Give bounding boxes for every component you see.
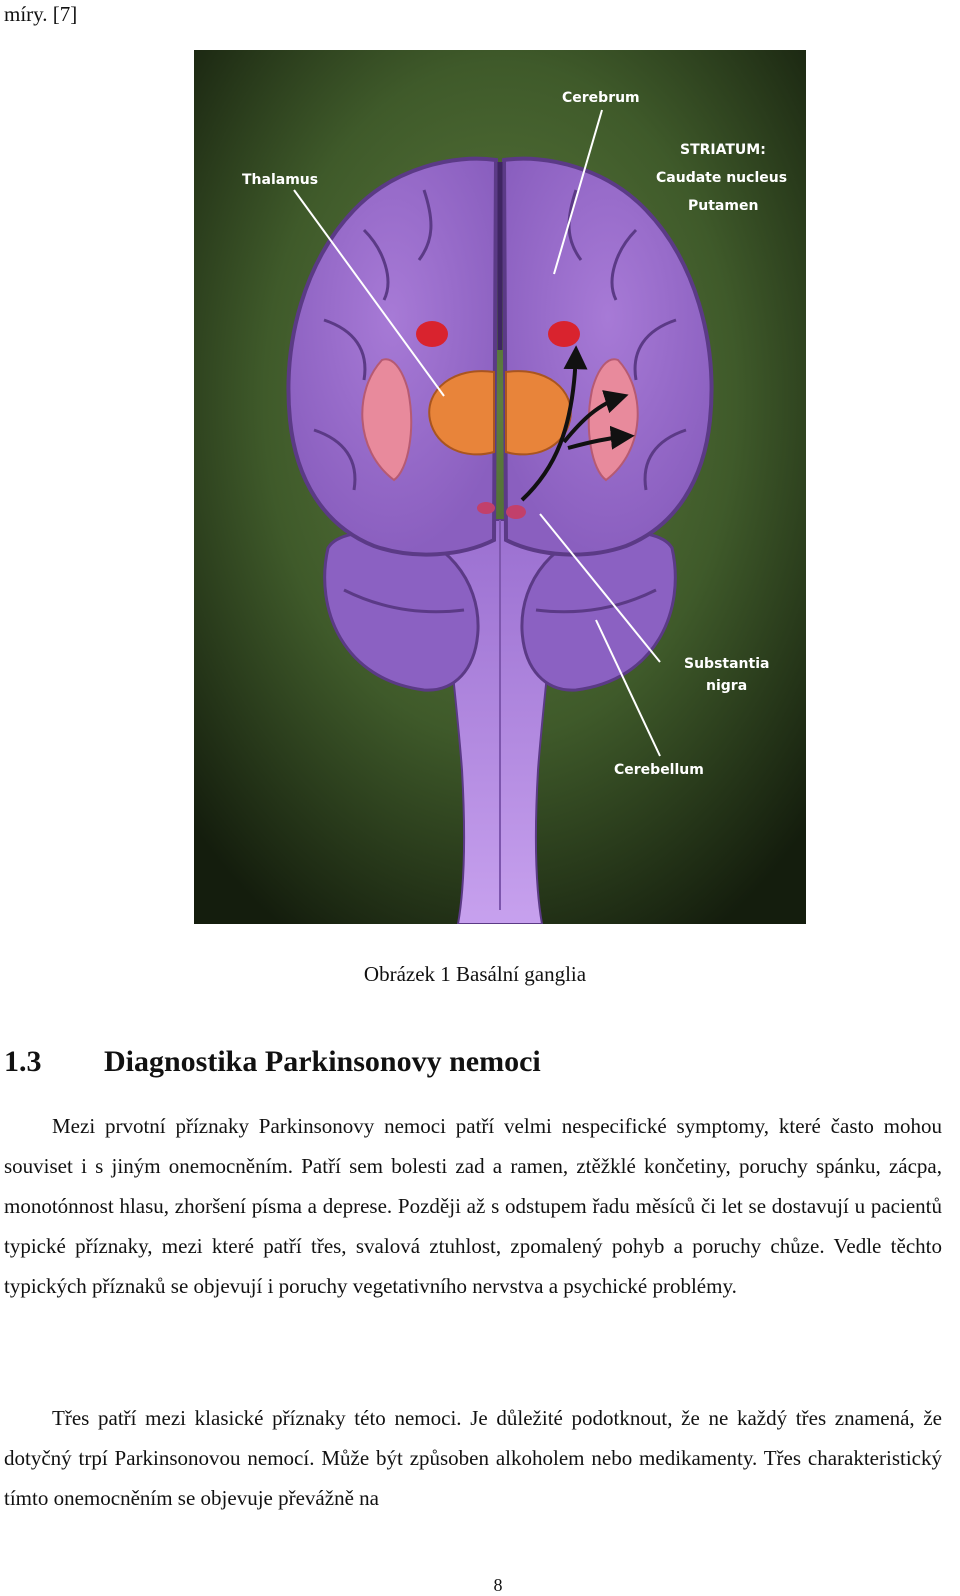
caudate-right xyxy=(548,321,580,347)
figure-caption: Obrázek 1 Basální ganglia xyxy=(363,962,587,986)
paragraph-symptoms: Mezi prvotní příznaky Parkinsonovy nemoci patří velmi nespecifické symptomy, které často mohou souviset i s jiným onemocněním. Patří sem bolesti zad a ramen, ztěžklé končetiny, poruchy spánku, zácpa, monotónnost hlasu, zhoršení písma a deprese. Později až s odstupem řadu měsíců či let se dostavují u pacientů typické příznaky, mezi které patří třes, svalová ztuhlost, zpomalený pohyb a poruchy chůze. Vedle těchto typických příznaků se objevují i poruchy vegetativního nervstva a psychické problémy. xyxy=(4,1114,942,1298)
label-cerebellum: Cerebellum xyxy=(614,762,704,778)
substantia-nigra-right xyxy=(506,505,526,519)
label-nigra: nigra xyxy=(706,678,748,694)
paragraph-tremor: Třes patří mezi klasické příznaky této nemoci. Je důležité podotknout, že ne každý třes znamená, že dotyčný trpí Parkinsonovou nemocí. Může být způsoben alkoholem nebo medikamenty. Třes charakteristický tímto onemocněním se objevuje převážně na xyxy=(4,1406,942,1510)
label-cerebrum: Cerebrum xyxy=(562,90,640,106)
section-number: 1.3 xyxy=(4,1045,42,1078)
caudate-left xyxy=(416,321,448,347)
basal-ganglia-figure xyxy=(194,50,806,924)
label-thalamus: Thalamus xyxy=(242,172,319,188)
section-title: Diagnostika Parkinsonovy nemoci xyxy=(104,1045,541,1078)
label-substantia: Substantia xyxy=(684,656,770,672)
substantia-nigra-left xyxy=(477,502,495,514)
section-heading xyxy=(4,1042,541,1082)
brain-illustration xyxy=(194,50,806,924)
label-striatum: STRIATUM: xyxy=(680,142,766,158)
continued-text: míry. [7] xyxy=(4,2,78,26)
label-caudate-nucleus: Caudate nucleus xyxy=(656,170,788,186)
page-number: 8 xyxy=(493,1575,503,1595)
label-putamen: Putamen xyxy=(688,198,759,214)
